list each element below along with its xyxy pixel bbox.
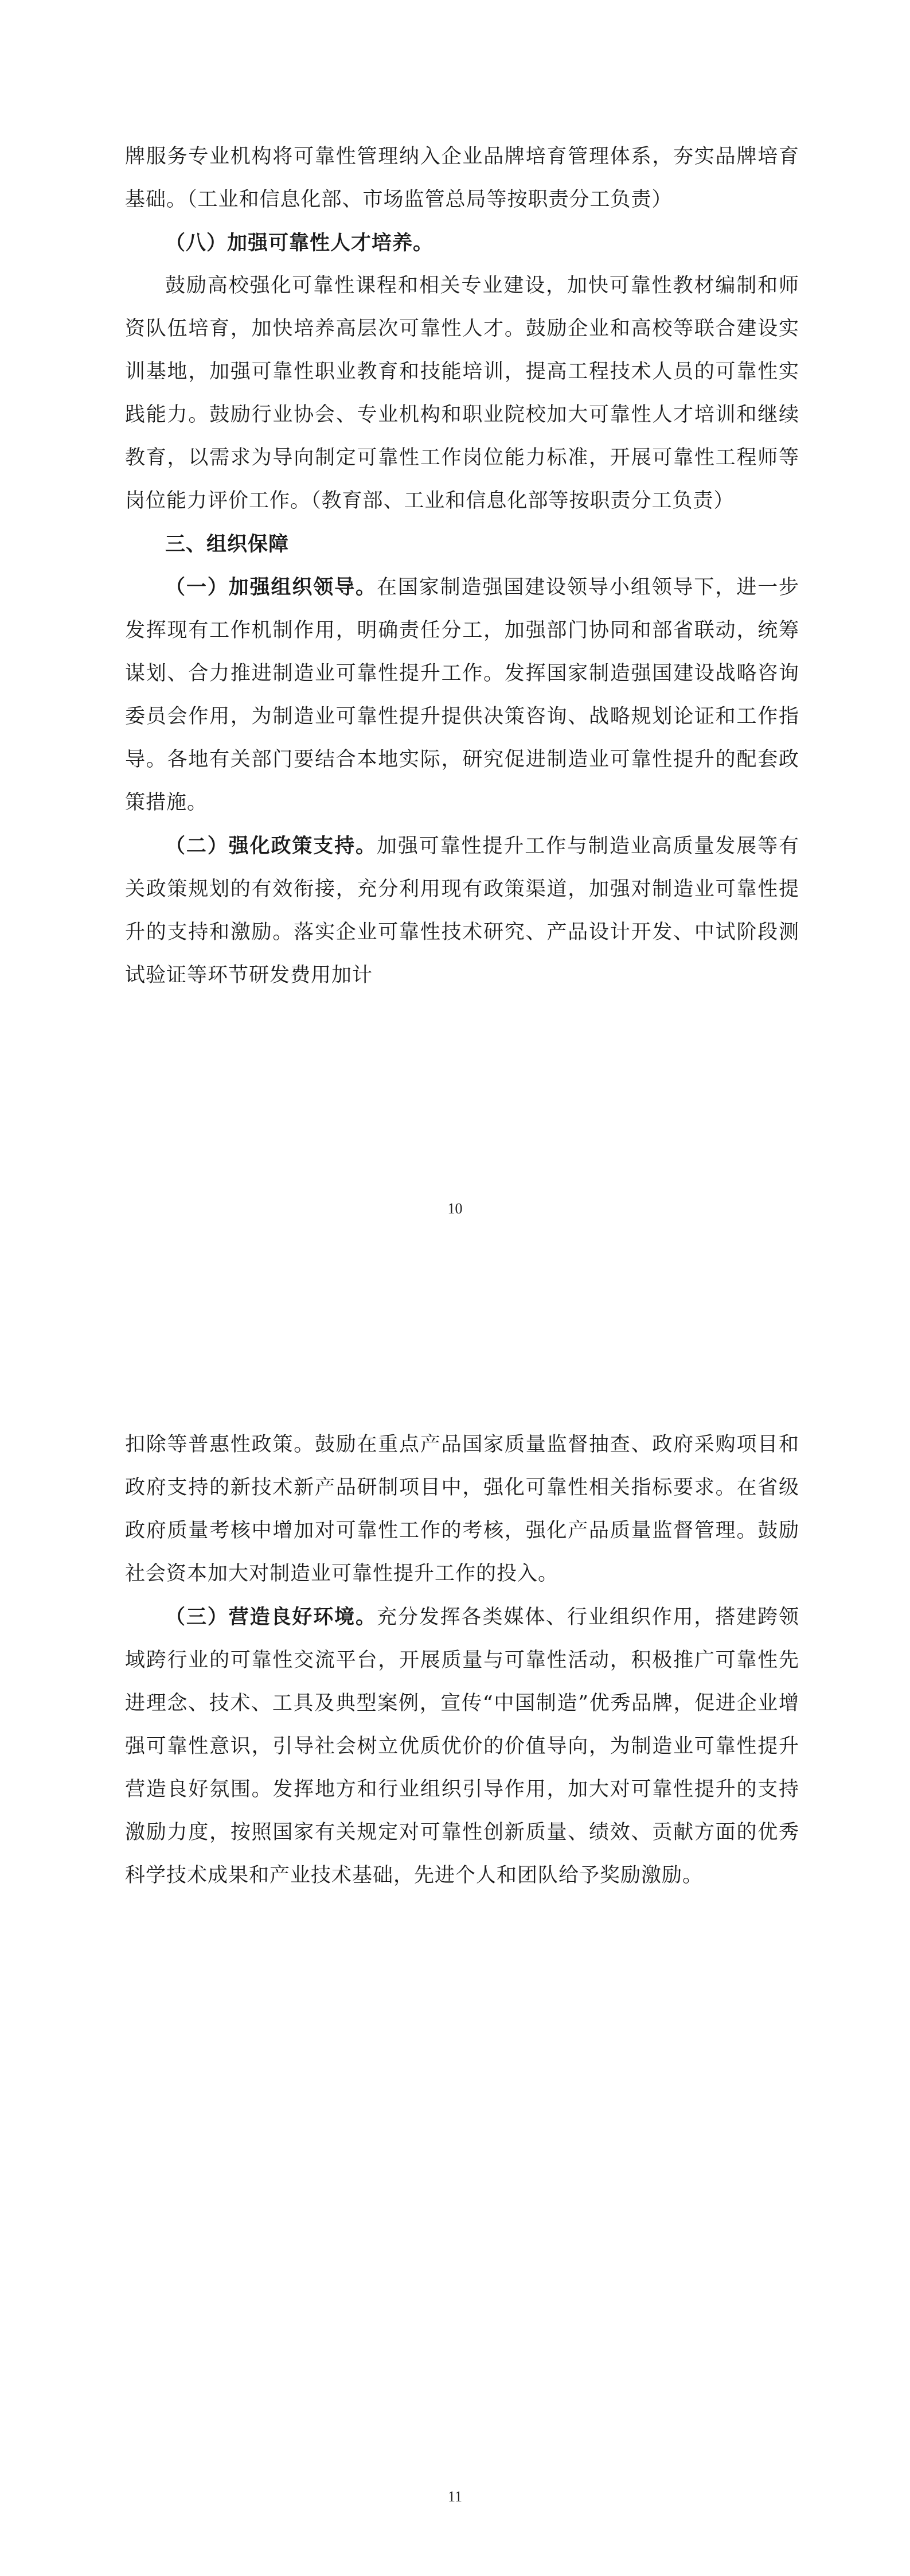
heading-environment: （三）营造良好环境。 [165, 1605, 377, 1629]
page-10-body [125, 135, 799, 997]
paragraph-organization-leadership [125, 566, 799, 824]
text-organization-leadership: 在国家制造强国建设领导小组领导下，进一步发挥现有工作机制作用，明确责任分工，加强部门协同和部省联动，统筹谋划、合力推进制造业可靠性提升工作。发挥国家制造强国建设战略咨询委员会作用，为制造业可靠性提升提供决策咨询、战略规划论证和工作指导。各地有关部门要结合本地实际，研究促进制造业可靠性提升的配套政策措施。 [125, 576, 799, 814]
section-heading-organization: 三、组织保障 [165, 532, 290, 556]
heading-organization-leadership: （一）加强组织领导。 [165, 575, 377, 599]
paragraph-policy-support [125, 824, 799, 997]
page-11-body [125, 1423, 799, 1897]
heading-policy-support: （二）强化政策支持。 [165, 834, 377, 858]
continued-paragraph: 扣除等普惠性政策。鼓励在重点产品国家质量监督抽查、政府采购项目和政府支持的新技术新产品研制项目中，强化可靠性相关指标要求。在省级政府质量考核中增加对可靠性工作的考核，强化产品质量监督管理。鼓励社会资本加大对制造业可靠性提升工作的投入。 [125, 1433, 799, 1585]
page-number: 11 [447, 2488, 463, 2505]
continued-paragraph: 牌服务专业机构将可靠性管理纳入企业品牌培育管理体系，夯实品牌培育基础。（工业和信息化部、市场监管总局等按职责分工负责） [125, 145, 799, 211]
document-page-11 [0, 1288, 910, 2576]
text-environment: 充分发挥各类媒体、行业组织作用，搭建跨领域跨行业的可靠性交流平台，开展质量与可靠性活动，积极推广可靠性先进理念、技术、工具及典型案例，宣传“中国制造”优秀品牌，促进企业增强可靠性意识，引导社会树立优质优价的价值导向，为制造业可靠性提升营造良好氛围。发挥地方和行业组织引导作用，加大对可靠性提升的支持激励力度，按照国家有关规定对可靠性创新质量、绩效、贡献方面的优秀科学技术成果和产业技术基础，先进个人和团队给予奖励激励。 [125, 1606, 799, 1887]
paragraph-environment [125, 1596, 799, 1897]
page-number: 10 [447, 1200, 463, 1217]
text-policy-support: 加强可靠性提升工作与制造业高质量发展等有关政策规划的有效衔接，充分利用现有政策渠道，加强对制造业可靠性提升的支持和激励。落实企业可靠性技术研究、产品设计开发、中试阶段测试验证等环节研发费用加计 [125, 835, 799, 987]
paragraph-talent-cultivation: 鼓励高校强化可靠性课程和相关专业建设，加快可靠性教材编制和师资队伍培育，加快培养高层次可靠性人才。鼓励企业和高校等联合建设实训基地，加强可靠性职业教育和技能培训，提高工程技术人员的可靠性实践能力。鼓励行业协会、专业机构和职业院校加大可靠性人才培训和继续教育，以需求为导向制定可靠性工作岗位能力标准，开展可靠性工程师等岗位能力评价工作。（教育部、工业和信息化部等按职责分工负责） [125, 274, 799, 512]
heading-talent-cultivation: （八）加强可靠性人才培养。 [165, 231, 434, 255]
